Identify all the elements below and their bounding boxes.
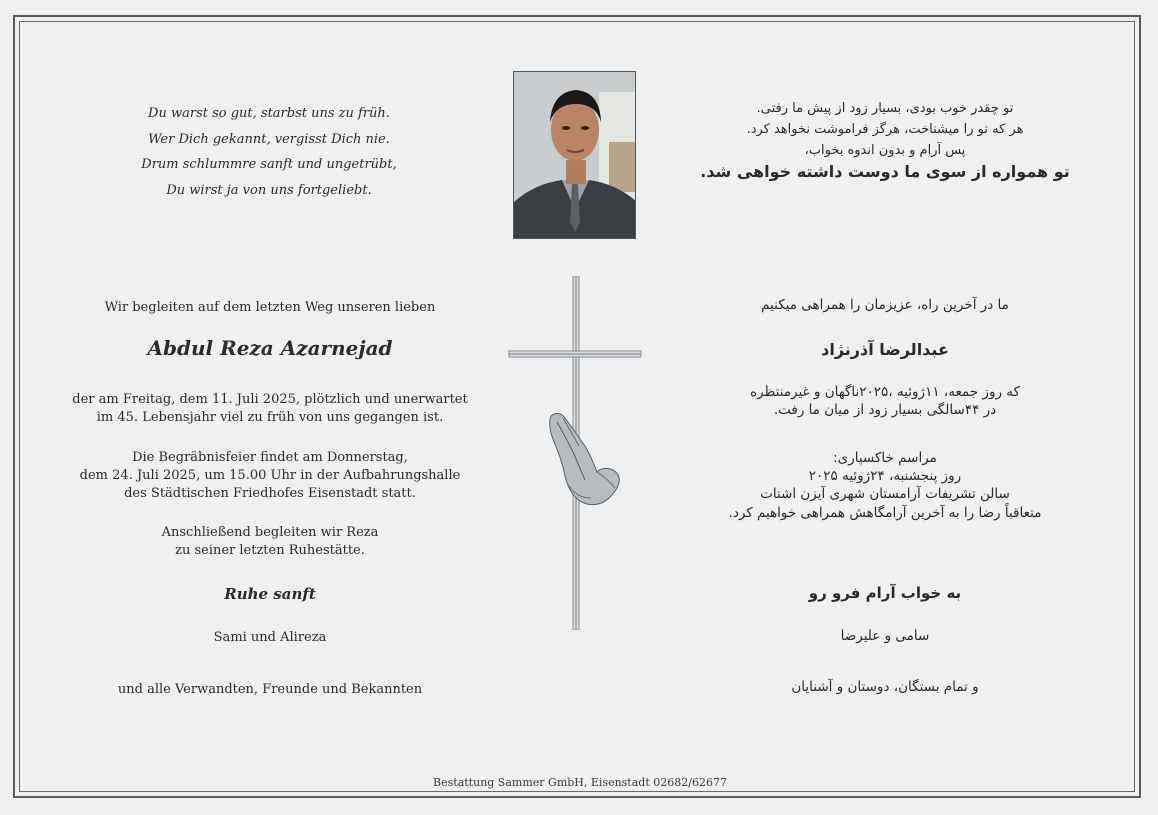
text-line: Anschließend begleiten wir Reza	[161, 525, 379, 540]
intro-german: Wir begleiten auf dem letzten Weg unseren lieben	[104, 300, 436, 315]
praying-hands-icon	[550, 413, 620, 504]
poem-german	[100, 101, 438, 203]
deceased-name-persian: عبدالرضا آذرنژاد	[821, 340, 949, 359]
death-notice-persian	[680, 383, 1090, 419]
text-line: zu seiner letzten Ruhestätte.	[175, 542, 365, 558]
text-line: متعاقباً رضا را به آخرین آرامگاهش همراهی خواهیم کرد.	[728, 504, 1042, 521]
text-line: سالن تشریفات آرامستان شهری آیزن اشتات	[760, 486, 1010, 503]
funeral-home-footer: Bestattung Sammer GmbH, Eisenstadt 02682/62677	[433, 776, 727, 789]
poem-line: تو چقدر خوب بودی، بسیار زود از پیش ما رفتی.	[756, 101, 1014, 116]
signers-persian: سامی و علیرضا	[840, 628, 930, 644]
text-line: Die Begräbnisfeier findet am Donnerstag,	[132, 450, 408, 465]
text-line: مراسم خاکسپاری:	[833, 450, 937, 466]
relatives-german: und alle Verwandten, Freunde und Bekannten	[117, 682, 423, 697]
relatives-persian: و تمام بستگان، دوستان و آشنایان	[791, 679, 979, 695]
portrait-photo	[513, 71, 636, 239]
portrait-photo-icon	[514, 72, 636, 239]
deceased-name-german: Abdul Reza Azarnejad	[147, 336, 393, 360]
signers-german: Sami und Alireza	[213, 630, 327, 645]
poem-line: تو همواره از سوی ما دوست داشته خواهی شد.	[700, 162, 1070, 181]
poem-persian	[690, 98, 1080, 182]
poem-line: پس آرام و بدون اندوه بخواب،	[804, 143, 966, 158]
poem-line: Du wirst ja von uns fortgeliebt.	[166, 182, 372, 198]
rest-in-peace-german: Ruhe sanft	[224, 585, 316, 603]
accompany-german	[60, 524, 480, 560]
text-line: که روز جمعه، ۱۱ژوئیه ،۲۰۲۵ناگهان و غیرمنتظره	[750, 384, 1020, 400]
rest-in-peace-persian: به خواب آرام فرو رو	[808, 584, 962, 602]
text-line: der am Freitag, dem 11. Juli 2025, plötzlich und unerwartet	[72, 392, 468, 407]
text-line: در ۴۴سالگی بسیار زود از میان ما رفت.	[773, 402, 997, 419]
intro-persian: ما در آخرین راه، عزیزمان را همراهی میکنیم	[761, 297, 1009, 313]
death-notice-german	[50, 391, 490, 427]
text-line: روز پنجشنبه، ۲۴ژوئیه ۲۰۲۵	[808, 468, 962, 485]
funeral-info-persian	[680, 449, 1090, 522]
funeral-info-german	[50, 449, 490, 503]
poem-line: Wer Dich gekannt, vergisst Dich nie.	[148, 131, 390, 147]
poem-line: هر که تو را میشناخت، هرگز فراموشت نخواهد کرد.	[746, 122, 1024, 137]
text-line: im 45. Lebensjahr viel zu früh von uns gegangen ist.	[96, 409, 444, 425]
poem-line: Drum schlummre sanft und ungetrübt,	[141, 157, 397, 172]
text-line: des Städtischen Friedhofes Eisenstadt statt.	[124, 485, 416, 501]
cross-icon	[505, 276, 645, 630]
text-line: dem 24. Juli 2025, um 15.00 Uhr in der Aufbahrungshalle	[79, 467, 461, 483]
poem-line: Du warst so gut, starbst uns zu früh.	[148, 106, 390, 121]
